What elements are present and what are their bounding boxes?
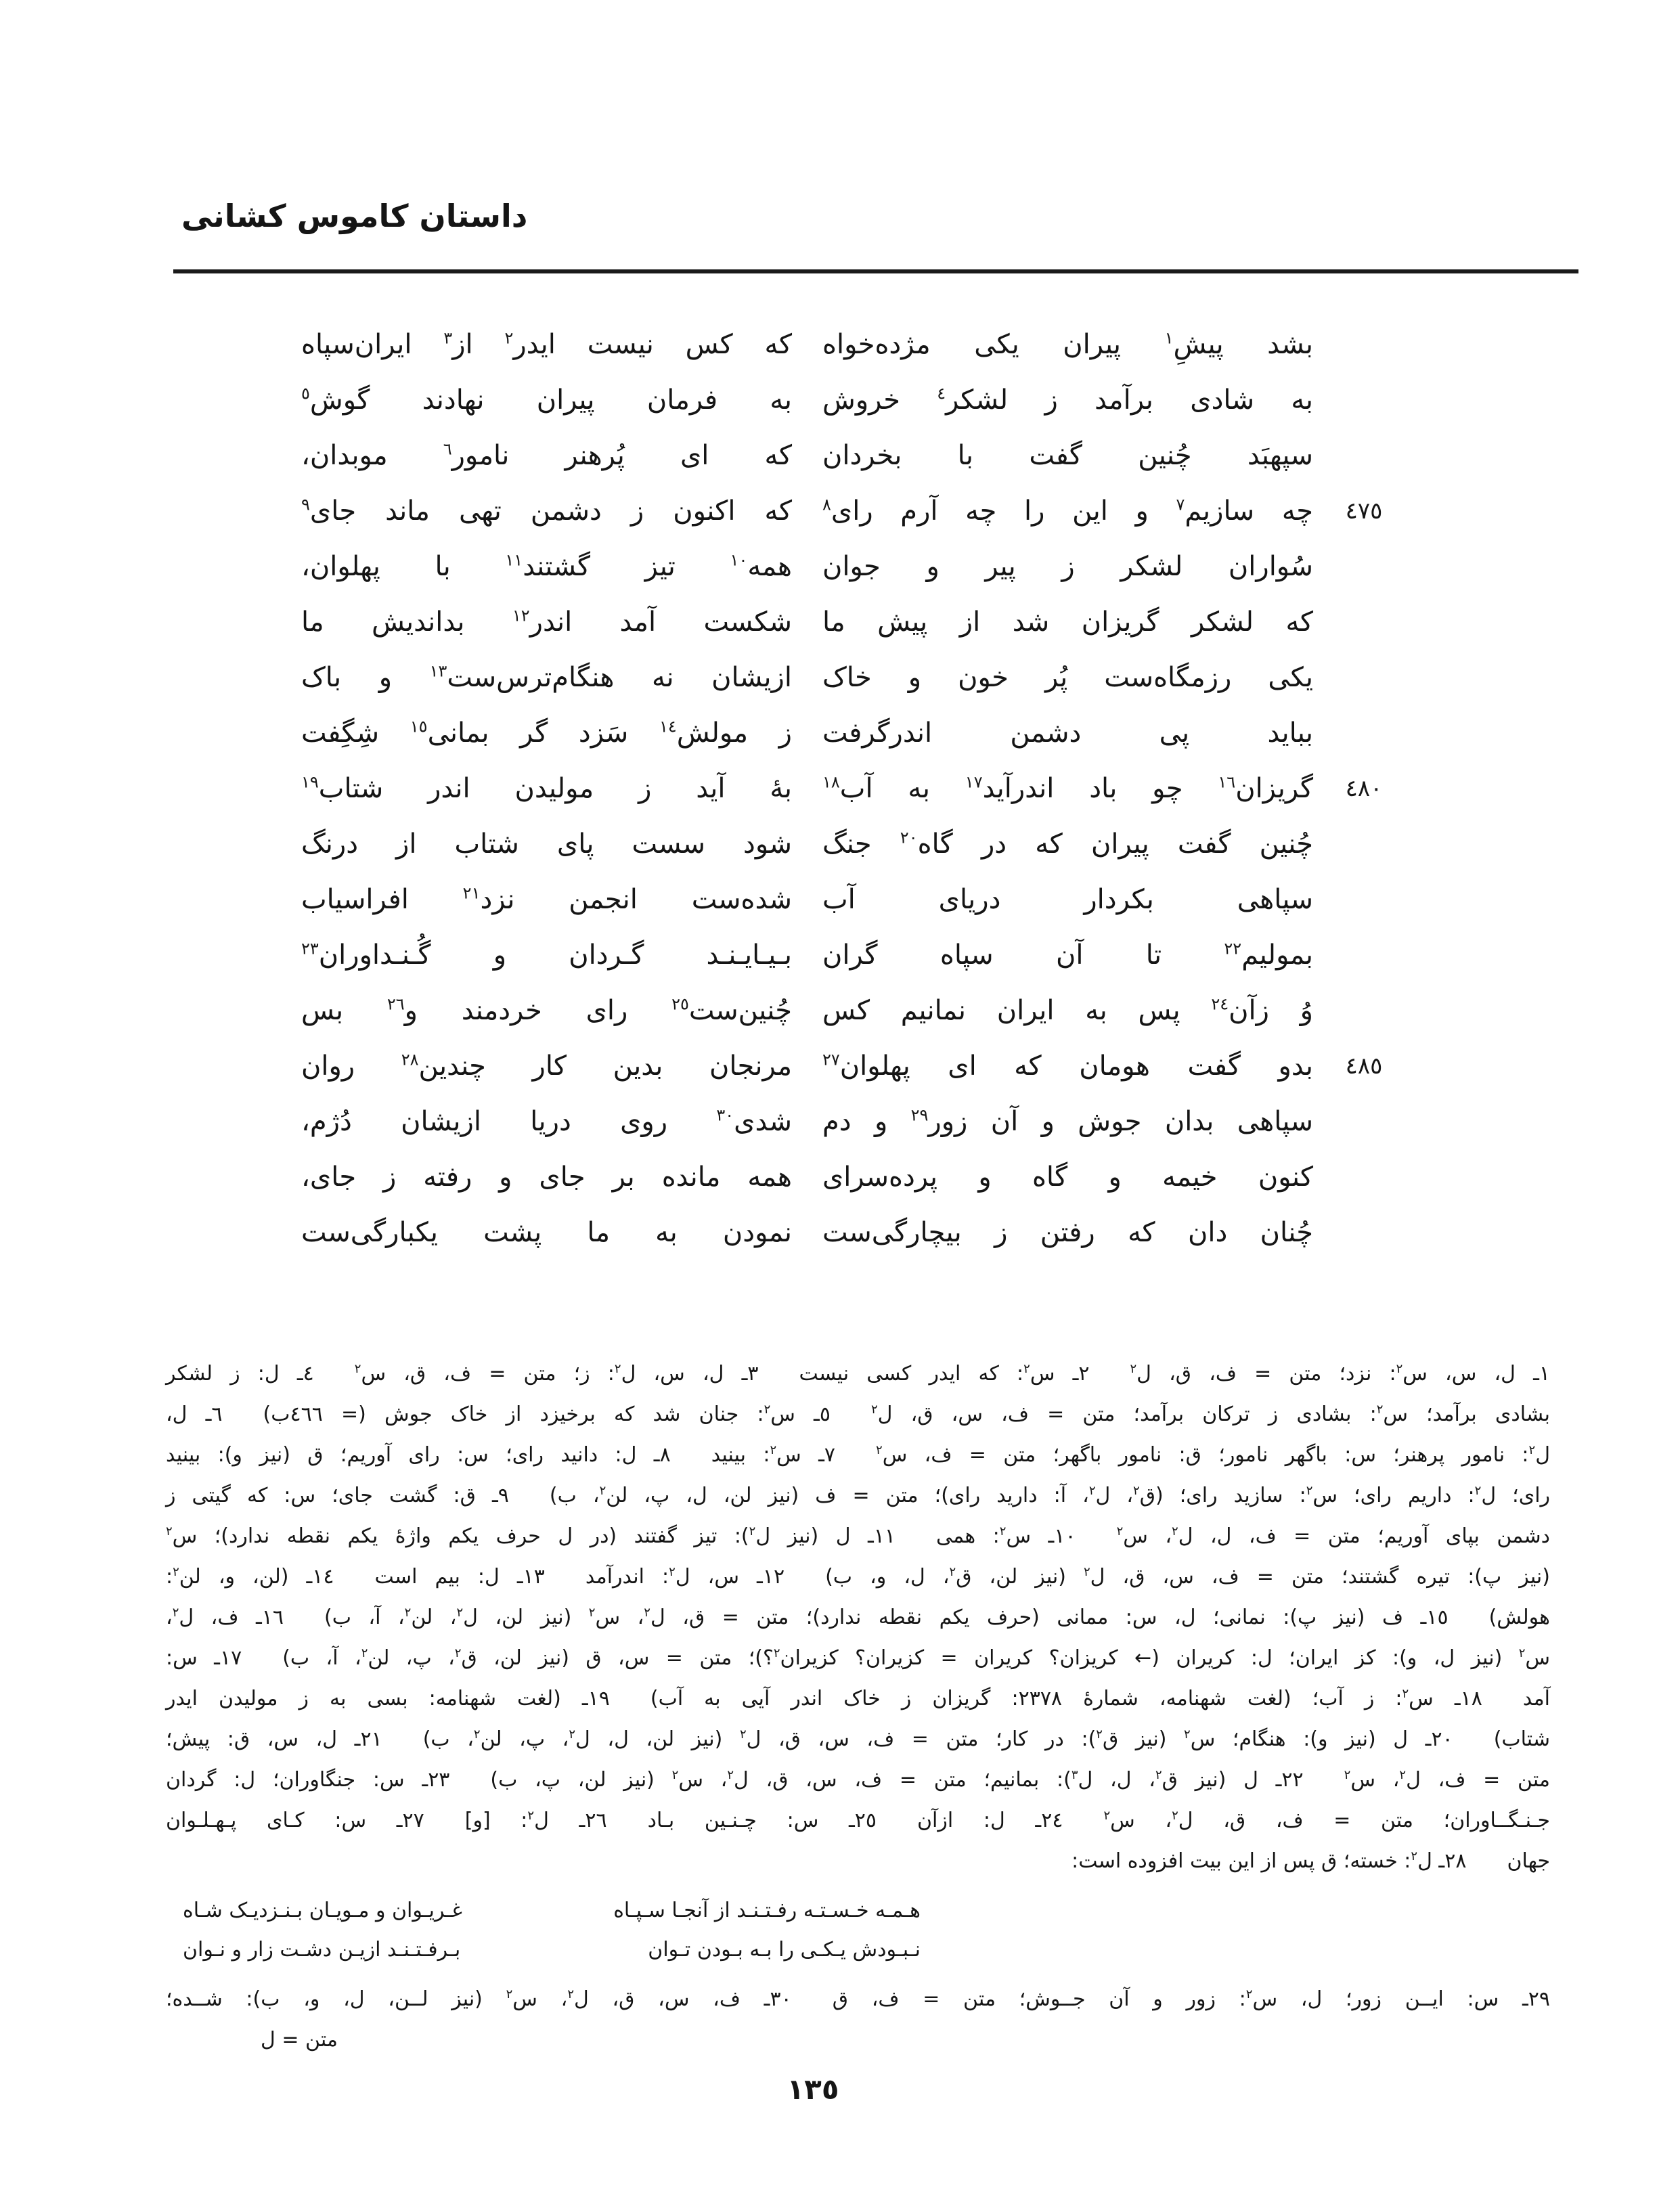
hemistich-left: که کس نیست ایدر$^٢$ از$^٣$ ایران‌سپاه: [301, 328, 792, 360]
footnote-line: رای؛ ل$^٢$: داریم رای؛ س$^٢$: سازید رای؛ (ق$^٢$، ل$^٢$، آ: دارید رای)؛ متن = ف (نیز لن، ل، پ، لن$^٢$، ب) ٩ـ ق: گشت جای؛ س: که گیتی ز: [166, 1484, 1551, 1507]
poem-couplet: [271, 1038, 1415, 1094]
quote-hemistich-right: هـمـه خـسـتـه رفـتـنـد از آنجـا سـپـاه: [613, 1899, 921, 1922]
hemistich-left: شود سست پای شتاب از درنگ: [301, 828, 792, 860]
footnote-line: جهان ٢٨ـ ل$^٢$: خسته؛ ق پس از این بیت افزوده است:: [1071, 1849, 1550, 1873]
poem-couplet: [271, 650, 1415, 705]
poem-couplet: [271, 372, 1415, 428]
hemistich-left: همه مانده بر جای و رفته ز جای،: [301, 1162, 792, 1193]
hemistich-left: به فرمان پیران نهادند گوش$^٥$: [301, 384, 792, 416]
hemistich-left: بهٔ آید ز مولیدن اندر شتاب$^{١٩}$: [301, 772, 792, 804]
verse-number: ٤٨٥: [1345, 1053, 1383, 1080]
footnote-tail-line: متن = ل: [261, 2028, 338, 2052]
hemistich-left: نمودن به ما پشت یکبارگی‌ست: [301, 1217, 792, 1248]
hemistich-right: که لشکر گریزان شد از پیش ما: [822, 606, 1313, 638]
hemistich-right: سپهبَد چُنین گفت با بخردان: [822, 440, 1313, 471]
hemistich-left: مرنجان بدین کار چندین$^{٢٨}$ روان: [301, 1050, 792, 1082]
poem-couplet: [271, 539, 1415, 594]
footnote-line: هولش) ١٥ـ ف (نیز پ): نمانی؛ ل، س: ممانی (حرف یکم نقطه ندارد)؛ متن = ق، ل$^٢$، س$^٢$ (نیز لن، ل$^٢$، لن$^٢$، آ، ب) ١٦ـ ف، ل$^٢$،: [166, 1606, 1550, 1629]
poem-block: [271, 317, 1415, 1260]
poem-couplet: [271, 1094, 1415, 1149]
footnote-line: ل$^٢$: نامور پرهنر؛ س: باگهر نامور؛ ق: نامور باگهر؛ متن = ف، س$^٢$ ٧ـ س$^٢$: بینید ٨ـ ل: دانید رای؛ س: رای آوریم؛ ق (نیز و): بینید: [166, 1443, 1550, 1467]
hemistich-right: سُواران لشکر ز پیر و جوان: [822, 551, 1313, 582]
hemistich-left: شده‌ست انجمن نزد$^{٢١}$ افراسیاب: [301, 883, 792, 915]
poem-couplet: [271, 816, 1415, 872]
hemistich-left: بـیـایـنـد گـردان و گُـنـداوران$^{٢٣}$: [301, 939, 792, 971]
hemistich-right: چُنین گفت پیران که در گاه$^{٢٠}$ جنگ: [822, 828, 1313, 860]
poem-couplet: [271, 705, 1415, 761]
footnote-line: شتاب) ٢٠ـ ل (نیز و): هنگام؛ س$^٢$ (نیز ق$^٢$): در کار؛ متن = ف، س، ق، ل$^٢$ (نیز لن، ل، ل$^٢$، پ، لن$^٢$، ب) ٢١ـ ل، س، ق: پیش؛: [166, 1727, 1550, 1751]
hemistich-right: چه سازیم$^٧$ و این را چه آرم رای$^٨$: [822, 495, 1313, 527]
hemistich-left: ازیشان نه هنگام‌ترس‌ست$^{١٣}$ و باک: [301, 661, 792, 693]
poem-couplet: [271, 872, 1415, 927]
hemistich-right: سپاهی بدان جوش و آن زور$^{٢٩}$ و دم: [822, 1105, 1314, 1137]
quote-hemistich-left: غـریـوان و مـویـان بـنـزدیـک شـاه: [183, 1899, 462, 1922]
footnote-line: جـنـگــاوران؛ متن = ف، ق، ل$^٢$، س$^٢$ ٢٤ـ ل: ازآن ٢٥ـ س: چـنـین بـاد ٢٦ـ ل$^٢$: [و] ٢٧ـ س: کـای پـهـلـوان: [166, 1809, 1550, 1832]
hemistich-right: کنون خیمه و گاه و پرده‌سرای: [822, 1162, 1313, 1193]
quote-hemistich-right: نـبـودش یـکـی را بـه بـودن تـوان: [648, 1938, 921, 1962]
hemistich-right: بمولیم$^{٢٢}$ تا آن سپاه گران: [822, 939, 1313, 971]
footnote-line: س$^٢$ (نیز ل، و): کز ایران؛ ل: کریران (← کریزان؟ کریران = کزیران؟ کزیران$^٢$؟)؛ متن = س، ق (نیز لن، ق$^٢$، پ، لن$^٢$، آ، ب) ١٧ـ س:: [166, 1646, 1550, 1670]
poem-couplet: [271, 1205, 1415, 1260]
hemistich-left: ز مولش$^{١٤}$ سَزد گر بمانی$^{١٥}$ شِگِفت: [301, 717, 792, 749]
verse-number: ٤٧٥: [1345, 498, 1383, 525]
quote-hemistich-left: بـرفـتـنـد ازیـن دشـت زار و نـوان: [183, 1938, 461, 1962]
footnote-line: (نیز پ): تیره گشتند؛ متن = ف، س، ق، ل$^٢$ (نیز لن، ق$^٢$، ل، و، ب) ١٢ـ س، ل$^٢$: اندرآمد ١٣ـ ل: بیم است ١٤ـ (لن، و، لن$^٢$:: [166, 1565, 1550, 1589]
hemistich-right: بشد پیشِ$^١$ پیران یکی مژده‌خواه: [822, 328, 1313, 360]
hemistich-right: به شادی برآمد ز لشکر$^٤$ خروش: [822, 384, 1313, 416]
quoted-couplet: [183, 1891, 921, 1930]
hemistich-right: بباید پی دشمن اندرگرفت: [822, 717, 1313, 749]
poem-couplet: [271, 317, 1415, 372]
poem-couplet: [271, 983, 1415, 1038]
hemistich-right: گریزان$^{١٦}$ چو باد اندرآید$^{١٧}$ به آب$^{١٨}$: [822, 772, 1313, 804]
poem-couplet: [271, 761, 1415, 816]
hemistich-right: یکی رزمگاه‌ست پُر خون و خاک: [822, 662, 1313, 693]
quoted-couplet: [183, 1930, 921, 1970]
hemistich-right: بدو گفت هومان که ای پهلوان$^{٢٧}$: [822, 1050, 1313, 1082]
footnote-quoted-couplets: [183, 1891, 921, 1970]
hemistich-left: شدی$^{٣٠}$ روی دریا ازیشان دُژم،: [301, 1105, 792, 1137]
verse-number: ٤٨٠: [1345, 775, 1383, 802]
footnote-line: ٢٩ـ س: ایــن زور؛ ل، س$^٢$: زور و آن جــوش؛ متن = ف، ق ٣٠ـ ف، س، ق، ل$^٢$، س$^٢$ (نیز لــن، ل، و، ب): شــده؛: [166, 1987, 1550, 2011]
poem-couplet: [271, 927, 1415, 983]
hemistich-right: سپاهی بکردار دریای آب: [822, 884, 1313, 915]
hemistich-left: که اکنون ز دشمن تهی ماند جای$^٩$: [301, 495, 792, 527]
hemistich-left: همه$^{١٠}$ تیز گشتند$^{١١}$ با پهلوان،: [301, 550, 792, 582]
footnote-line: بشادی برآمد؛ س$^٢$: بشادی ز ترکان برآمد؛ متن = ف، س، ق، ل$^٢$ ٥ـ س$^٢$: جنان شد که برخیزد از خاک جوش (= ٤٦٦ب) ٦ـ ل،: [166, 1402, 1550, 1426]
poem-couplet: [271, 594, 1415, 650]
hemistich-left: چُنین‌ست$^{٢٥}$ رای خردمند و$^{٢٦}$ بس: [301, 994, 792, 1026]
footnote-line: ١ـ ل، س، س$^٢$: نزد؛ متن = ف، ق، ل$^٢$ ٢ـ س$^٢$: که ایدر کسی نیست ٣ـ ل، س، ل$^٢$: ز؛ متن = ف، ق، س$^٢$ ٤ـ ل: ز لشکر: [166, 1362, 1550, 1386]
hemistich-right: چُنان دان که رفتن ز بیچارگی‌ست: [822, 1217, 1313, 1248]
footnote-line: دشمن بپای آوریم؛ متن = ف، ل، ل$^٢$، س$^٢$ ١٠ـ س$^٢$: همی ١١ـ ل (نیز ل$^٢$): تیز گفتند (در ل حرف یکم واژهٔ یکم نقطه ندارد)؛ س$^٢$: [166, 1524, 1551, 1548]
page-header-title: داستان کاموس کشانی: [181, 198, 528, 234]
hemistich-left: شکست آمد اندر$^{١٢}$ بداندیش ما: [301, 606, 793, 638]
hemistich-left: که ای پُرهنر نامور$^٦$ موبدان،: [301, 439, 792, 471]
hemistich-right: وُ زآن$^{٢٤}$ پس به ایران نمانیم کس: [822, 994, 1313, 1026]
poem-couplet: [271, 483, 1415, 539]
footnotes-block: [166, 1354, 1550, 2060]
page-number: ١٣٥: [787, 2073, 839, 2106]
poem-couplet: [271, 428, 1415, 483]
header-rule: [173, 269, 1578, 273]
footnote-line: متن = ف، ل$^٢$، س$^٢$ ٢٢ـ ل (نیز ق$^٢$، ل، ل$^٣$): بمانیم؛ متن = ف، س، ق، ل$^٢$، س$^٢$ (نیز لن، پ، ب) ٢٣ـ س: جنگاوران؛ ل: گردان: [166, 1768, 1550, 1792]
poem-couplet: [271, 1149, 1415, 1205]
footnote-line: آمد ١٨ـ س$^٢$: ز آب؛ (لغت شهنامه، شمارهٔ ٢٣٧٨: گریزان ز خاک اندر آیی به آب) ١٩ـ (لغت شهنامه: بسی به ز مولیدن ایدر: [166, 1687, 1550, 1710]
